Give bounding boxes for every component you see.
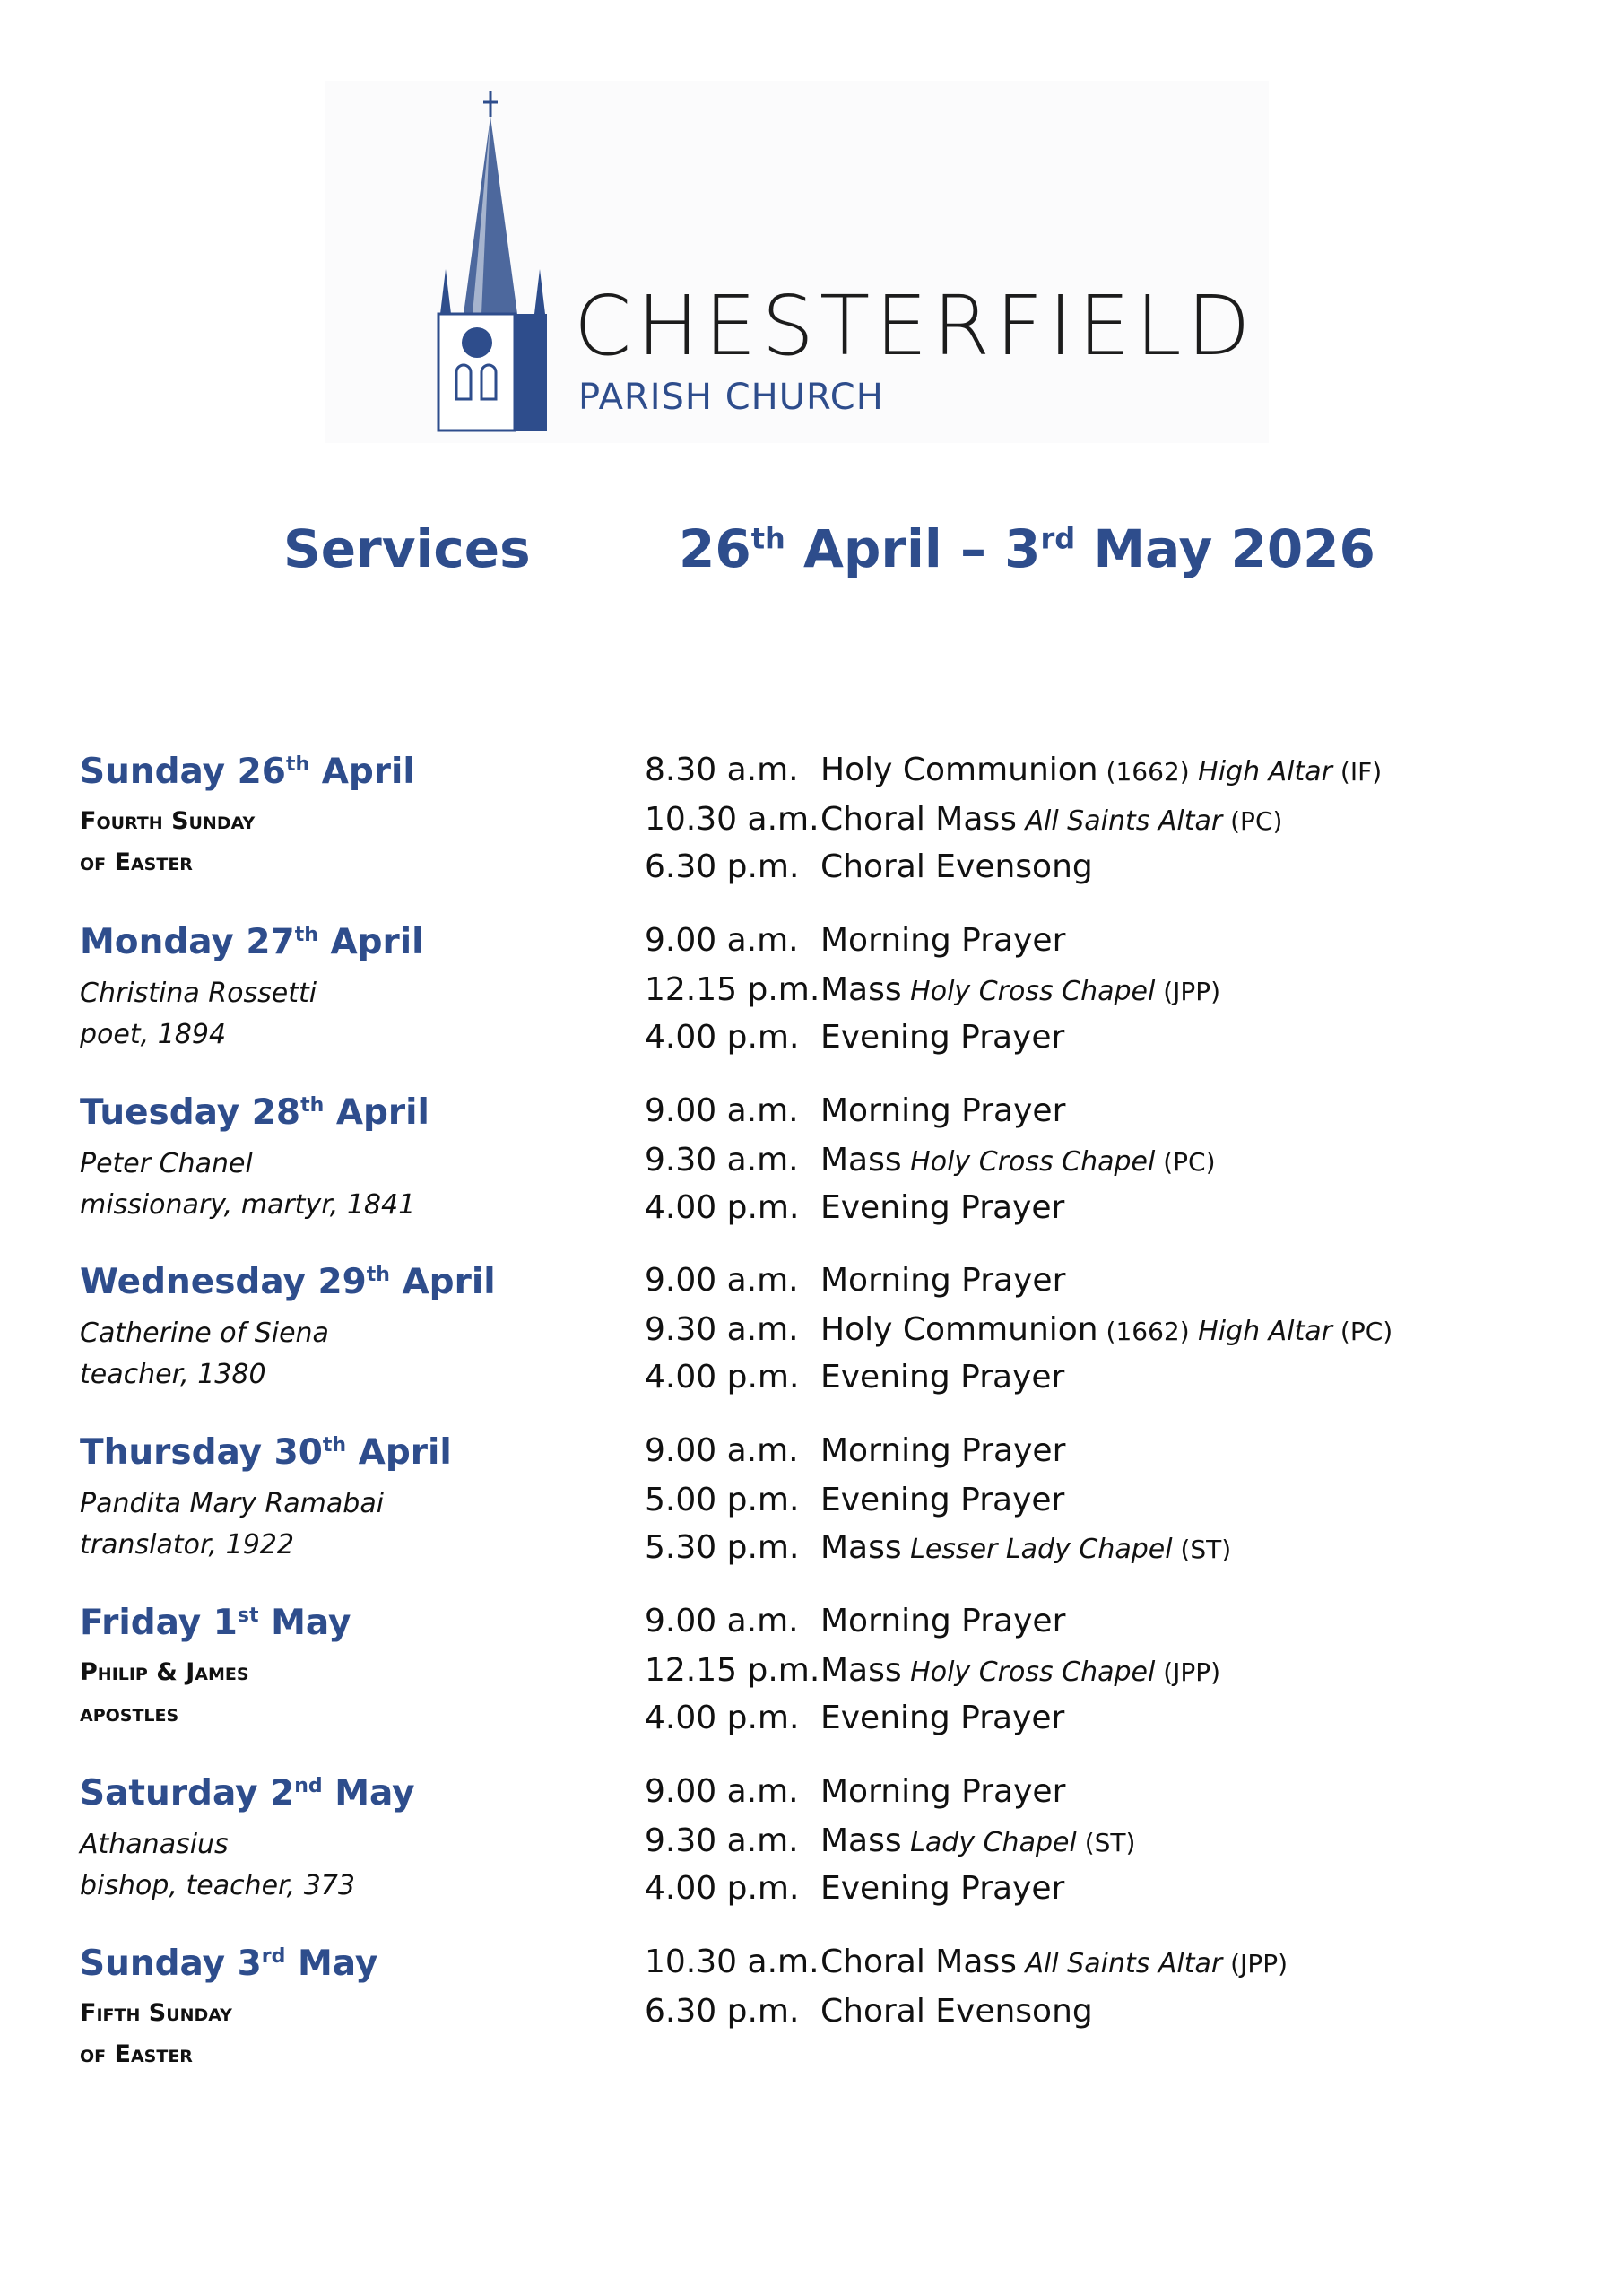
service-row — [645, 1482, 1064, 1518]
officiant-code: (PC) — [1222, 806, 1283, 836]
service-time: 9.00 a.m. — [645, 921, 799, 959]
service-row — [645, 1092, 1065, 1129]
service-row — [645, 1870, 1064, 1907]
day-title: Friday 1st May — [80, 1603, 351, 1643]
day-title: Saturday 2nd May — [80, 1772, 415, 1813]
day-section — [80, 752, 1559, 913]
service-name: Mass — [820, 1529, 902, 1567]
service-rite: (1662) — [1097, 1317, 1190, 1347]
service-name: Evening Prayer — [820, 1018, 1065, 1056]
day-section — [80, 1262, 1559, 1423]
day-note: of Easter — [80, 848, 193, 876]
service-name: Morning Prayer — [820, 1603, 1066, 1639]
service-time: 10.30 a.m. — [645, 801, 820, 838]
day-note: poet, 1894 — [80, 1018, 227, 1050]
officiant-code: (IF) — [1332, 757, 1383, 787]
service-time: 4.00 p.m. — [645, 1188, 800, 1226]
church-logo — [325, 81, 1269, 443]
service-name: Evening Prayer — [820, 1700, 1065, 1736]
service-time: 9.30 a.m. — [645, 1311, 799, 1349]
officiant-code: (ST) — [1076, 1827, 1136, 1857]
day-note: Fourth Sunday — [80, 807, 256, 835]
service-row — [645, 1311, 1392, 1348]
day-section — [80, 1092, 1559, 1254]
day-title: Tuesday 28th April — [80, 1091, 429, 1133]
day-note: teacher, 1380 — [80, 1359, 266, 1391]
service-name: Morning Prayer — [820, 1262, 1066, 1300]
service-name: Mass — [820, 1822, 902, 1859]
service-time: 4.00 p.m. — [645, 1700, 800, 1736]
officiant-code: (JPP) — [1155, 976, 1221, 1006]
day-title: Wednesday 29th April — [80, 1262, 496, 1303]
day-note: Peter Chanel — [80, 1147, 253, 1179]
service-time: 9.00 a.m. — [645, 1262, 799, 1300]
day-section — [80, 1603, 1559, 1764]
service-location: High Altar — [1189, 756, 1333, 787]
service-name: Mass — [820, 1141, 902, 1178]
day-note: missionary, martyr, 1841 — [80, 1188, 416, 1221]
service-row — [645, 1432, 1065, 1469]
service-time: 9.00 a.m. — [645, 1091, 799, 1129]
logo-subtitle: PARISH CHURCH — [578, 377, 884, 418]
service-name: Choral Mass — [820, 801, 1017, 838]
service-time: 4.00 p.m. — [645, 1869, 800, 1907]
service-rite: (1662) — [1097, 757, 1190, 787]
service-row — [645, 922, 1065, 959]
service-name: Evening Prayer — [820, 1359, 1065, 1396]
service-time: 9.30 a.m. — [645, 1141, 799, 1178]
service-time: 10.30 a.m. — [645, 1943, 820, 1980]
day-note: Pandita Mary Ramabai — [80, 1488, 385, 1520]
service-name: Evening Prayer — [820, 1482, 1065, 1519]
service-time: 9.00 a.m. — [645, 1432, 799, 1470]
day-note: bishop, teacher, 373 — [80, 1869, 355, 1901]
day-title: Monday 27th April — [80, 921, 424, 962]
service-name: Choral Evensong — [820, 1992, 1093, 2030]
service-row — [645, 752, 1382, 788]
service-row — [645, 1773, 1065, 1810]
service-row — [645, 1262, 1065, 1299]
service-name: Evening Prayer — [820, 1188, 1065, 1226]
service-location: Holy Cross Chapel — [901, 1145, 1156, 1178]
day-section — [80, 1944, 1559, 2105]
service-row — [645, 1700, 1064, 1736]
service-row — [645, 1359, 1064, 1396]
service-row — [645, 1019, 1064, 1056]
service-time: 9.00 a.m. — [645, 1772, 799, 1810]
day-note: apostles — [80, 1700, 179, 1727]
day-section — [80, 1773, 1559, 1935]
service-time: 9.30 a.m. — [645, 1822, 799, 1859]
logo-title: CHESTERFIELD — [574, 278, 1256, 374]
service-location: Holy Cross Chapel — [901, 1657, 1156, 1688]
spire-icon — [428, 90, 553, 439]
officiant-code: (JPP) — [1222, 1948, 1288, 1979]
day-section — [80, 922, 1559, 1083]
service-time: 6.30 p.m. — [645, 848, 800, 885]
service-row — [645, 1603, 1065, 1639]
service-location: Lady Chapel — [901, 1826, 1077, 1858]
service-location: High Altar — [1189, 1316, 1333, 1348]
day-note: Christina Rossetti — [80, 977, 317, 1009]
service-name: Mass — [820, 1652, 902, 1689]
day-title: Sunday 3rd May — [80, 1943, 378, 1984]
service-name: Holy Communion — [820, 752, 1098, 788]
service-name: Morning Prayer — [820, 1091, 1066, 1129]
day-note: Athanasius — [80, 1828, 229, 1860]
service-row — [645, 1993, 1093, 2030]
day-note: translator, 1922 — [80, 1529, 294, 1561]
service-name: Choral Evensong — [820, 848, 1093, 885]
service-time: 8.30 a.m. — [645, 752, 799, 788]
service-row — [645, 1652, 1220, 1689]
day-note: Catherine of Siena — [80, 1318, 329, 1350]
officiant-code: (ST) — [1172, 1535, 1232, 1565]
service-row — [645, 848, 1093, 885]
day-title: Thursday 30th April — [80, 1432, 452, 1474]
day-section — [80, 1432, 1559, 1594]
service-row — [645, 1822, 1135, 1859]
service-location: All Saints Altar — [1016, 1947, 1223, 1979]
service-time: 12.15 p.m. — [645, 970, 820, 1008]
service-time: 4.00 p.m. — [645, 1018, 800, 1056]
service-row — [645, 801, 1282, 838]
service-location: All Saints Altar — [1016, 805, 1223, 837]
service-name: Morning Prayer — [820, 921, 1066, 959]
service-time: 4.00 p.m. — [645, 1359, 800, 1396]
service-time: 5.30 p.m. — [645, 1529, 800, 1567]
service-name: Mass — [820, 970, 902, 1008]
day-note: Fifth Sunday — [80, 1998, 232, 2027]
service-time: 12.15 p.m. — [645, 1652, 820, 1689]
day-note: Philip & James — [80, 1658, 249, 1686]
officiant-code: (PC) — [1332, 1317, 1393, 1347]
officiant-code: (JPP) — [1155, 1657, 1221, 1687]
day-title: Sunday 26th April — [80, 752, 415, 792]
service-name: Holy Communion — [820, 1311, 1098, 1349]
day-note: of Easter — [80, 2039, 193, 2068]
service-row — [645, 1944, 1288, 1980]
service-location: Lesser Lady Chapel — [901, 1534, 1173, 1566]
service-row — [645, 1529, 1231, 1566]
service-time: 9.00 a.m. — [645, 1603, 799, 1639]
service-name: Morning Prayer — [820, 1772, 1066, 1810]
service-time: 6.30 p.m. — [645, 1992, 800, 2030]
service-name: Evening Prayer — [820, 1869, 1065, 1907]
service-row — [645, 1142, 1216, 1178]
services-heading: Services — [283, 518, 531, 579]
service-row — [645, 971, 1220, 1008]
service-location: Holy Cross Chapel — [901, 975, 1156, 1007]
service-time: 5.00 p.m. — [645, 1482, 800, 1519]
date-range-heading: 26th April – 3rd May 2026 — [679, 518, 1375, 579]
officiant-code: (PC) — [1155, 1146, 1216, 1177]
service-row — [645, 1189, 1064, 1226]
service-name: Choral Mass — [820, 1943, 1017, 1980]
service-name: Morning Prayer — [820, 1432, 1066, 1470]
